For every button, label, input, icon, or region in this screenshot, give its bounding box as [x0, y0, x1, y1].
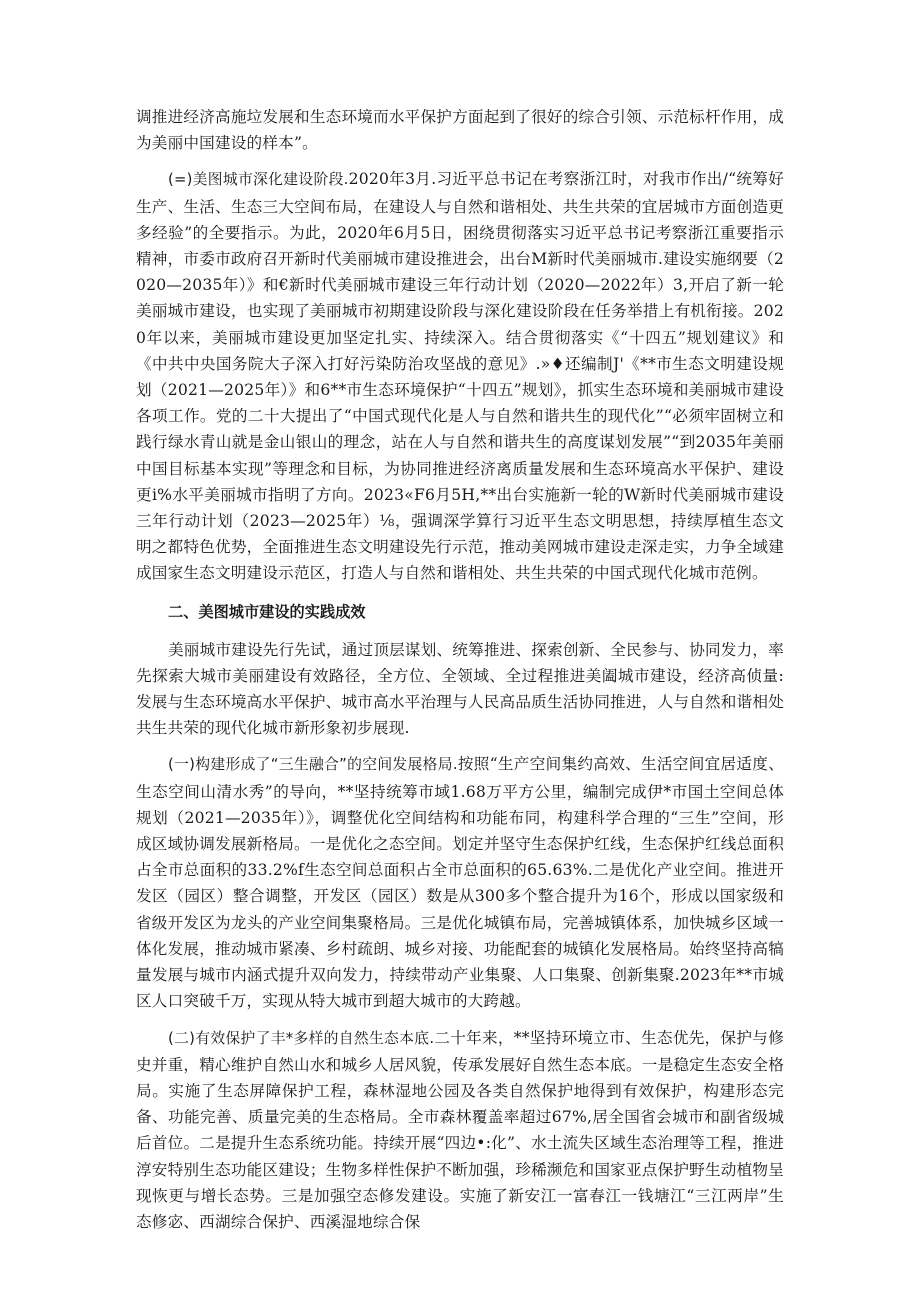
paragraph-ecological-base-body: 二十年来，**坚持环境立市、生态优先，保护与修史并重，精心维护自然山水和城乡人居风貌，传承发展好自然生态本底。一是稳定生态安全格局。实施了生态屏障保护工程，森林湿地公园及各类自然保护地得到有效保护，构建形态完备、功能完善、质量完美的生态格局。全市森林覆盖率超过67%,居全国省会城市和副省级城后首位。二是提升生态系统功能。持续开展“四边•:化”、水土流失区域生态治理等工程，推进淳安特别生态功能区建设；生物多样性保护不断加强，珍稀濒危和国家亚点保护野生动植物呈现恢更与增长态势。三是加强空态修发建设。实施了新安江一富春江一钱塘江“三江两岸”生态修宓、西湖综合保护、西溪湿地综合保 [136, 1028, 784, 1231]
section-heading-practice-results: 二、美图城市建设的实践成效 [168, 602, 366, 621]
paragraph-spatial-pattern-body: 按照“生产空间集约高效、生活空间宜居适度、生态空间山清水秀”的导向，**坚持统筹市域1.68万平方公里，编制完成伊*市国土空间总体规划（2021—2035年）》，调整优化空间结构和功能布同，构建科学合理的“三生”空间，形成区域协调发展新格局。一是优化之态空间。划定并坚守生态保护红线，生态保护红线总面积占全市总面积的33.2%f生态空间总面积占全市总面积的65.63%.二是优化产业空间。推进开发区（园区）整合调整，开发区（园区）数是从300多个整合提升为16个，形成以国家级和省级开发区为龙头的产业空间集聚格局。三是优化城镇布局，完善城镇体系，加快城乡区域一体化发展，推动城市紧凑、乡村疏朗、城乡对接、功能配套的城镇化发展格局。始终坚持高犒量发展与城市内涵式提升双向发力，持续带动产业集聚、人口集聚、创新集聚.2023年**市城区人口突破千万，实现从特大城市到超大城市的大跨越。 [136, 755, 784, 1011]
section-lead-ecological-base: (二)有效保护了丰*多样的自然生态本底. [168, 1029, 435, 1047]
paragraph-deepening-stage [136, 166, 784, 586]
paragraph-spatial-pattern [136, 751, 784, 1014]
paragraph-continued: 调推进经济高施垃发展和生态环境而水平保护方面起到了很好的综合引领、示范标杆作用，成为美丽中国建设的样本”。 [136, 108, 784, 153]
paragraph-deepening-stage-body: 2020年3月.习近平总书记在考察浙江时，对我市作出/“统筹好生产、生活、生态三大空间布局，在建设人与自然和谐相处、共生共荣的宜居城市方面创造更多经验”的全要指示。为此，2020年6月5日，困绕贯彻落实习近平总书记考察浙江重要指示精神，市委市政府召开新时代美丽城市建设推进会，出台M新时代美丽城市.建设实施纲要（2020—2035年）》和€新时代美丽城市建设三年行动计划（2020—2022年）3,开启了新一轮美丽城市建设，也实现了美丽城市初期建设阶段与深化建设阶段在任务举措上有机衔接。2020年以来，美丽城市建设更加坚定扎实、持续深入。结合贯彻落实《“十四五”规划建议》和《中共中央国务院大子深入打好污染防治攻坚战的意见》.»♦还编制J'《**市生态文明建设规划（2021—2025年）》和6**市生态环境保护“十四五”规划》，抓实生态环境和美丽城市建设各项工作。党的二十大提出了“中国式现代化是人与自然和谐共生的现代化”“必须牢固树立和践行绿水青山就是金山银山的理念，站在人与自然和谐共生的高度谋划发展”“到2035年美丽中国目标基本实现”等理念和目标，为协同推进经济离质量发展和生态环境高水平保护、建设更i%水平美丽城市指明了方向。2023«F6月5H,**出台实施新一轮的W新时代美丽城市建设三年行动计划（2023—2025年）⅛，强调深学算行习近平生态文明思想，持续厚植生态文明之都特色优势，全面推进生态文明建设先行示范，推动美网城市建设走深走实，力争全域建成国家生态文明建设示范区，打造人与自然和谐相处、共生共荣的中国式现代化城市范例。 [136, 170, 784, 583]
paragraph-practice-intro: 美丽城市建设先行先试，通过顶层谋划、统筹推进、探索创新、全民参与、协同发力，率先探索大城市美丽建设有效路径，全方位、全领域、全过程推进美阖城市建设，经济高侦量:发展与生态环境高水平保护、城市高水平治理与人民高品质生活协同推进，人与自然和谐相处共生共荣的现代化城市新形象初步展现. [136, 640, 784, 738]
section-lead-deepening-stage: (=)美图城市深化建设阶段. [168, 171, 349, 189]
paragraph-ecological-base [136, 1025, 784, 1236]
document-body [136, 104, 784, 1235]
section-lead-spatial-pattern: (一)构建形成了“三生融合”的空间发展格局. [168, 756, 458, 774]
